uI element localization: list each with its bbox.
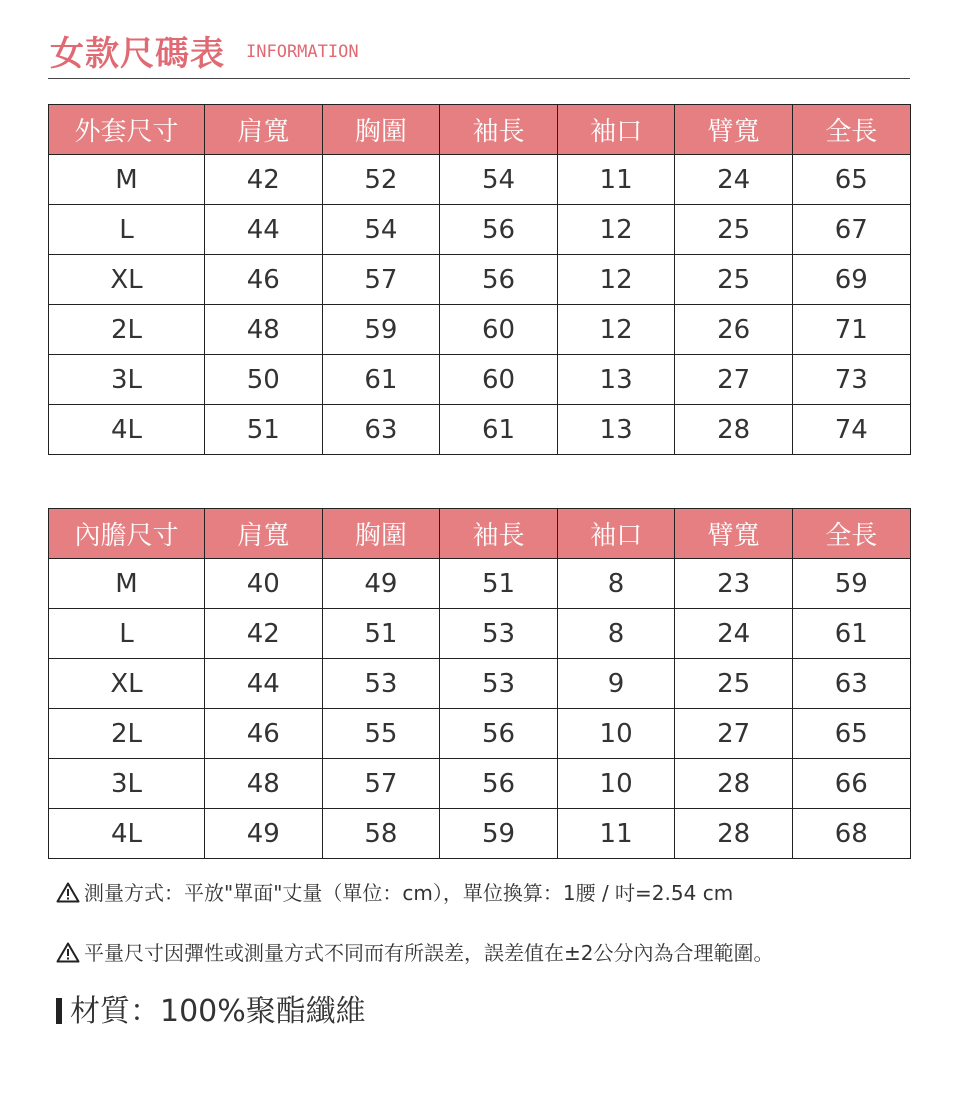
size-cell: 3L — [49, 759, 205, 809]
measurement-note-text: 測量方式：平放"單面"丈量（單位：cm），單位換算：1腰 / 吋=2.54 cm — [84, 881, 734, 905]
measurement-cell: 60 — [440, 305, 558, 355]
column-header-size: 外套尺寸 — [49, 105, 205, 155]
table-row — [49, 559, 911, 609]
measurement-cell: 9 — [557, 659, 675, 709]
measurement-cell: 68 — [792, 809, 910, 859]
measurement-cell: 12 — [557, 205, 675, 255]
table-row — [49, 809, 911, 859]
table-header-row — [49, 105, 911, 155]
size-cell: XL — [49, 659, 205, 709]
column-header: 袖口 — [557, 509, 675, 559]
table-row — [49, 659, 911, 709]
measurement-cell: 49 — [205, 809, 323, 859]
measurement-cell: 63 — [322, 405, 440, 455]
size-cell: M — [49, 155, 205, 205]
tolerance-note-text: 平量尺寸因彈性或測量方式不同而有所誤差，誤差值在±2公分內為合理範圍。 — [84, 941, 774, 965]
measurement-cell: 67 — [792, 205, 910, 255]
size-cell: M — [49, 559, 205, 609]
measurement-cell: 69 — [792, 255, 910, 305]
measurement-cell: 50 — [205, 355, 323, 405]
table-row — [49, 255, 911, 305]
measurement-cell: 48 — [205, 305, 323, 355]
measurement-cell: 40 — [205, 559, 323, 609]
table-row — [49, 205, 911, 255]
table-row — [49, 709, 911, 759]
measurement-cell: 46 — [205, 709, 323, 759]
measurement-cell: 66 — [792, 759, 910, 809]
measurement-cell: 27 — [675, 709, 793, 759]
table-row — [49, 305, 911, 355]
measurement-cell: 8 — [557, 609, 675, 659]
measurement-cell: 61 — [440, 405, 558, 455]
column-header: 臂寬 — [675, 509, 793, 559]
measurement-cell: 44 — [205, 205, 323, 255]
measurement-cell: 65 — [792, 155, 910, 205]
measurement-cell: 25 — [675, 205, 793, 255]
measurement-cell: 61 — [792, 609, 910, 659]
column-header: 胸圍 — [322, 509, 440, 559]
size-cell: XL — [49, 255, 205, 305]
measurement-cell: 28 — [675, 809, 793, 859]
page-subtitle: INFORMATION — [246, 42, 359, 62]
column-header: 胸圍 — [322, 105, 440, 155]
measurement-cell: 52 — [322, 155, 440, 205]
measurement-cell: 13 — [557, 405, 675, 455]
measurement-cell: 51 — [322, 609, 440, 659]
measurement-cell: 42 — [205, 609, 323, 659]
measurement-cell: 44 — [205, 659, 323, 709]
measurement-note — [56, 877, 733, 906]
measurement-cell: 24 — [675, 155, 793, 205]
measurement-cell: 10 — [557, 709, 675, 759]
size-cell: 4L — [49, 809, 205, 859]
measurement-cell: 59 — [322, 305, 440, 355]
measurement-cell: 74 — [792, 405, 910, 455]
measurement-cell: 55 — [322, 709, 440, 759]
column-header: 肩寬 — [205, 105, 323, 155]
measurement-cell: 58 — [322, 809, 440, 859]
table-row — [49, 609, 911, 659]
measurement-cell: 51 — [440, 559, 558, 609]
vertical-bar-icon — [56, 998, 62, 1024]
column-header: 臂寬 — [675, 105, 793, 155]
measurement-cell: 26 — [675, 305, 793, 355]
size-cell: 4L — [49, 405, 205, 455]
measurement-cell: 8 — [557, 559, 675, 609]
table-row — [49, 405, 911, 455]
warning-triangle-icon — [56, 882, 80, 903]
column-header: 袖長 — [440, 105, 558, 155]
measurement-cell: 54 — [440, 155, 558, 205]
lining-size-table — [48, 508, 911, 859]
measurement-cell: 56 — [440, 255, 558, 305]
measurement-cell: 11 — [557, 155, 675, 205]
size-cell: 2L — [49, 709, 205, 759]
table-row — [49, 155, 911, 205]
measurement-cell: 60 — [440, 355, 558, 405]
measurement-cell: 25 — [675, 659, 793, 709]
tolerance-note — [56, 937, 773, 966]
jacket-size-table — [48, 104, 911, 455]
measurement-cell: 23 — [675, 559, 793, 609]
measurement-cell: 63 — [792, 659, 910, 709]
size-cell: 3L — [49, 355, 205, 405]
table-row — [49, 355, 911, 405]
measurement-cell: 28 — [675, 759, 793, 809]
column-header: 袖長 — [440, 509, 558, 559]
size-cell: 2L — [49, 305, 205, 355]
column-header: 肩寬 — [205, 509, 323, 559]
measurement-cell: 61 — [322, 355, 440, 405]
measurement-cell: 54 — [322, 205, 440, 255]
measurement-cell: 53 — [440, 659, 558, 709]
measurement-cell: 65 — [792, 709, 910, 759]
measurement-cell: 46 — [205, 255, 323, 305]
measurement-cell: 42 — [205, 155, 323, 205]
measurement-cell: 28 — [675, 405, 793, 455]
column-header: 全長 — [792, 509, 910, 559]
measurement-cell: 24 — [675, 609, 793, 659]
table-row — [49, 759, 911, 809]
measurement-cell: 25 — [675, 255, 793, 305]
measurement-cell: 51 — [205, 405, 323, 455]
measurement-cell: 53 — [322, 659, 440, 709]
measurement-cell: 73 — [792, 355, 910, 405]
page-title: 女款尺碼表 — [50, 34, 225, 74]
measurement-cell: 57 — [322, 255, 440, 305]
measurement-cell: 13 — [557, 355, 675, 405]
material-info — [56, 986, 366, 1030]
column-header: 全長 — [792, 105, 910, 155]
measurement-cell: 27 — [675, 355, 793, 405]
measurement-cell: 59 — [792, 559, 910, 609]
table-header-row — [49, 509, 911, 559]
page-header — [48, 20, 910, 79]
measurement-cell: 12 — [557, 305, 675, 355]
material-text: 材質：100%聚酯纖維 — [70, 994, 366, 1029]
measurement-cell: 71 — [792, 305, 910, 355]
size-cell: L — [49, 609, 205, 659]
warning-triangle-icon — [56, 942, 80, 963]
measurement-cell: 12 — [557, 255, 675, 305]
measurement-cell: 56 — [440, 759, 558, 809]
size-cell: L — [49, 205, 205, 255]
measurement-cell: 59 — [440, 809, 558, 859]
measurement-cell: 11 — [557, 809, 675, 859]
measurement-cell: 49 — [322, 559, 440, 609]
column-header-size: 內膽尺寸 — [49, 509, 205, 559]
measurement-cell: 57 — [322, 759, 440, 809]
column-header: 袖口 — [557, 105, 675, 155]
measurement-cell: 53 — [440, 609, 558, 659]
measurement-cell: 56 — [440, 709, 558, 759]
measurement-cell: 10 — [557, 759, 675, 809]
measurement-cell: 56 — [440, 205, 558, 255]
measurement-cell: 48 — [205, 759, 323, 809]
